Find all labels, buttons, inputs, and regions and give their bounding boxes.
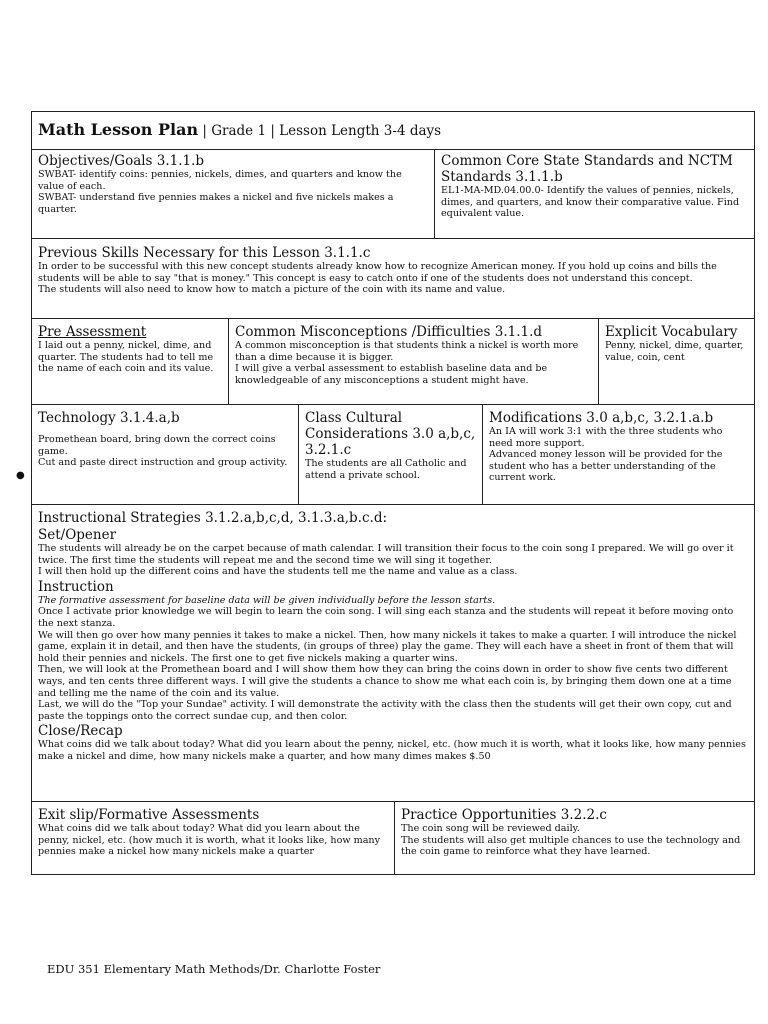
previous-skills-row	[31, 239, 755, 319]
close-recap-title: Close/Recap	[38, 723, 123, 740]
set-opener-line: The students will already be on the carpet because of math calendar. I will transition their focus to the coin song I prepared. We will go over it twice. The first time the students will repeat me and the second time we will sing it together.	[38, 543, 734, 566]
objectives-cell	[32, 150, 434, 238]
instructional-row	[31, 505, 755, 802]
assessment-row	[31, 319, 755, 405]
practice-cell	[394, 802, 754, 874]
standards-cell	[434, 150, 754, 238]
modifications-title: Modifications 3.0 a,b,c, 3.2.1.a.b	[489, 410, 714, 426]
lesson-plan-table	[31, 111, 755, 875]
bullet-icon: ●	[16, 470, 25, 481]
technology-line: Promethean board, bring down the correct coins game.	[38, 434, 276, 457]
modifications-line: An IA will work 3:1 with the three students who need more support.	[489, 426, 723, 449]
instruction-title: Instruction	[38, 578, 114, 595]
misconceptions-title: Common Misconceptions /Difficulties 3.1.1.d	[235, 324, 543, 340]
document-meta: | Grade 1 | Lesson Length 3-4 days	[198, 123, 442, 139]
pre-assessment-cell	[32, 319, 228, 404]
cultural-cell	[298, 405, 482, 504]
objectives-title: Objectives/Goals 3.1.1.b	[38, 153, 205, 169]
standards-text: EL1-MA-MD.04.00.0- Identify the values of pennies, nickels, dimes, and quarters, and know their comparative value. Find equivalent value.	[441, 185, 740, 220]
technology-title: Technology 3.1.4.a,b	[38, 410, 180, 426]
previous-skills-line: In order to be successful with this new concept students already know how to recognize American money. If you hold up coins and bills the students will be able to say "that is money." This concept is easy to catch onto if one of the students does not understand this concept.	[38, 261, 717, 284]
header-cell	[32, 112, 754, 149]
objective-line: SWBAT- understand five pennies makes a nickel and five nickels makes a quarter.	[38, 192, 394, 215]
technology-line: Cut and paste direct instruction and group activity.	[38, 457, 288, 469]
objective-line: SWBAT- identify coins: pennies, nickels, dimes, and quarters and know the value of each.	[38, 169, 402, 192]
instruction-line: We will then go over how many pennies it takes to make a nickel. Then, how many nickels it takes to make a quarter. I will introduce the nickel game, explain it in detail, and then have the students, (in groups of three) play the game. They will each have a sheet in front of them that will hold their pennies and nickels. The first one to get five nickels making a quarter wins.	[38, 629, 737, 664]
modifications-cell	[482, 405, 754, 504]
vocabulary-text: Penny, nickel, dime, quarter, value, coin, cent	[605, 340, 744, 363]
modifications-line: Advanced money lesson will be provided for the student who has a better understanding of the current work.	[489, 449, 723, 484]
header-row	[31, 111, 755, 150]
previous-skills-line: The students will also need to know how to match a picture of the coin with its name and value.	[38, 284, 506, 296]
vocabulary-title: Explicit Vocabulary	[605, 324, 738, 340]
exit-row	[31, 802, 755, 875]
cultural-title: Class Cultural Considerations 3.0 a,b,c, 3.2.1.c	[305, 410, 476, 458]
exit-slip-cell	[32, 802, 394, 874]
technology-cell	[32, 405, 298, 504]
misconceptions-line: A common misconception is that students think a nickel is worth more than a dime because it is bigger.	[235, 340, 579, 363]
close-recap-text: What coins did we talk about today? What did you learn about the penny, nickel, etc. (how much it is worth, what it looks like, how many pennies make a nickel and dime, how many nickels make a quarter, and how many dimes makes $.50	[38, 739, 746, 762]
practice-line: The students will also get multiple chances to use the technology and the coin game to reinforce what they have learned.	[401, 834, 741, 858]
set-opener-title: Set/Opener	[38, 527, 117, 543]
instruction-line: Last, we will do the "Top your Sundae" activity. I will demonstrate the activity with the class then the students will get their own copy, cut and paste the toppings onto the correct sundae cup, and then color.	[38, 699, 732, 722]
page-footer: EDU 351 Elementary Math Methods/Dr. Charlotte Foster	[47, 962, 381, 976]
cultural-text: The students are all Catholic and attend a private school.	[305, 458, 467, 481]
standards-title: Common Core State Standards and NCTM Standards 3.1.1.b	[441, 153, 733, 185]
exit-slip-text: What coins did we talk about today? What did you learn about the penny, nickel, etc. (how much it is worth, what it looks like, how many pennies make a nickel how many nickels make a quarter	[38, 823, 381, 858]
objectives-row	[31, 150, 755, 239]
previous-skills-cell	[32, 239, 754, 318]
practice-title: Practice Opportunities 3.2.2.c	[401, 807, 607, 823]
instruction-italic-note: The formative assessment for baseline data will be given individually before the lesson starts.	[38, 594, 496, 606]
instruction-line: Once I activate prior knowledge we will begin to learn the coin song. I will sing each stanza and the students will repeat it before moving onto the next stanza.	[38, 606, 734, 629]
instruction-line: Then, we will look at the Promethean board and I will show them how they can bring the coins down in order to show five cents two different ways, and ten cents three different ways. I will give the students a chance to show me what each coin is, by bringing them down one at a time and telling me the name of the coin and its value.	[38, 664, 732, 699]
practice-line: The coin song will be reviewed daily.	[401, 823, 580, 834]
misconceptions-cell	[228, 319, 598, 404]
pre-assessment-text: I laid out a penny, nickel, dime, and quarter. The students had to tell me the name of each coin and its value.	[38, 340, 214, 375]
pre-assessment-title: Pre Assessment	[38, 324, 147, 340]
misconceptions-line: I will give a verbal assessment to establish baseline data and be knowledgeable of any misconceptions a student might have.	[235, 363, 548, 386]
instructional-title: Instructional Strategies 3.1.2.a,b,c,d, 3.1.3.a,b.c.d:	[38, 510, 388, 526]
technology-row	[31, 405, 755, 505]
exit-slip-title: Exit slip/Formative Assessments	[38, 807, 260, 823]
set-opener-line: I will then hold up the different coins and have the students tell me the name and value as a class.	[38, 566, 518, 578]
previous-skills-title: Previous Skills Necessary for this Lesson 3.1.1.c	[38, 245, 371, 261]
instructional-cell	[32, 505, 754, 801]
vocabulary-cell	[598, 319, 754, 404]
document-title: Math Lesson Plan	[38, 120, 199, 139]
